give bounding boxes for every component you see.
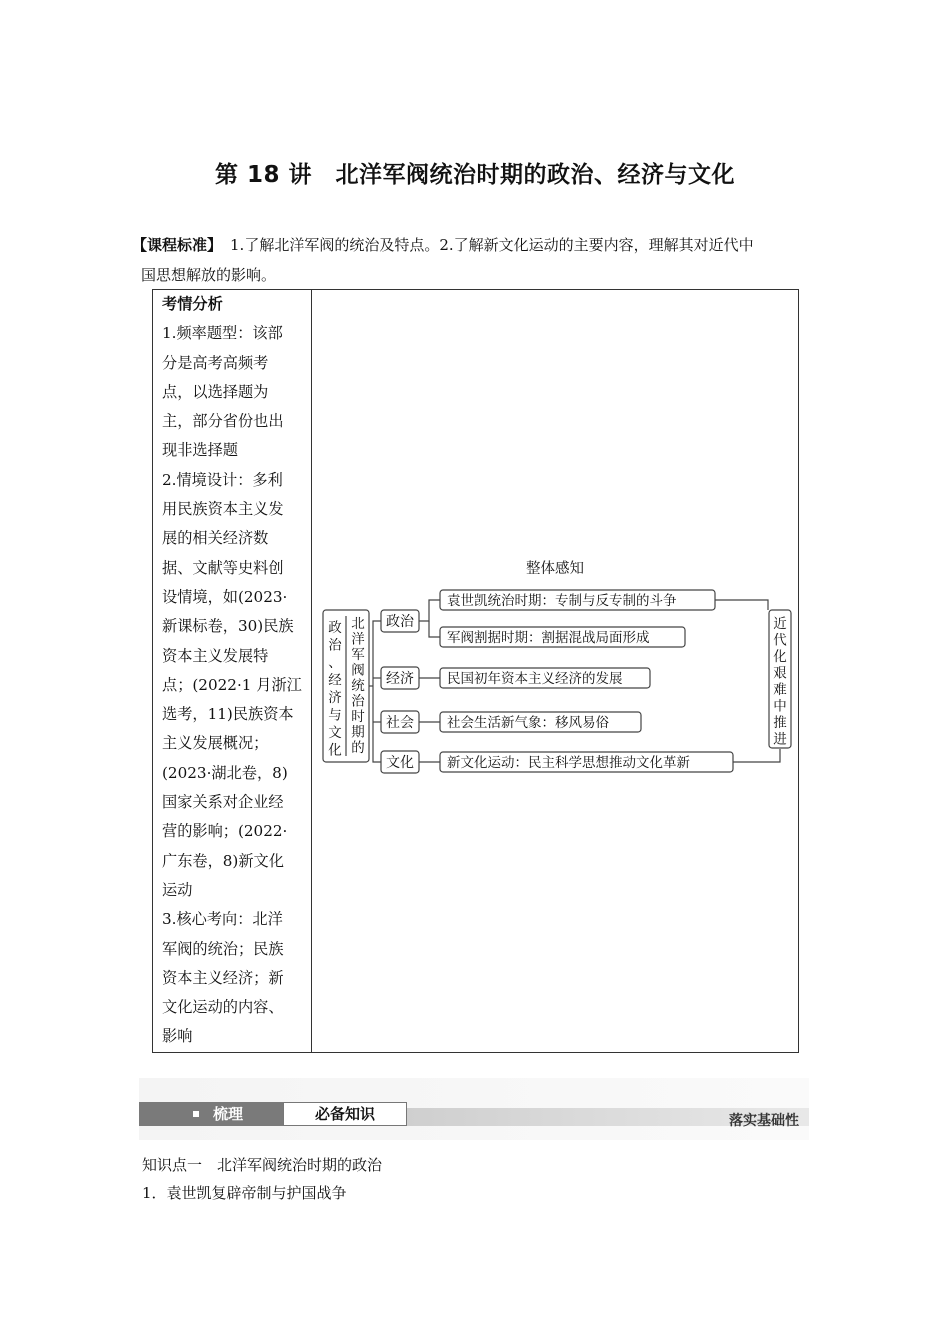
section-tab-review-label: 梳理	[213, 1105, 244, 1123]
analysis-line: 3.核心考向：北洋	[162, 910, 283, 929]
section-bar	[139, 1102, 809, 1127]
root-left-char: 、	[328, 655, 342, 671]
item-2: 军阀割据时期：割据混战局面形成	[447, 630, 650, 646]
knowledge-point-heading: 知识点一 北洋军阀统治时期的政治	[142, 1156, 383, 1174]
section-tab-review	[139, 1102, 283, 1126]
root-right-char: 期	[351, 724, 365, 741]
conclusion-char: 近	[773, 616, 787, 632]
conclusion-char: 代	[773, 632, 787, 649]
root-right-char: 军	[351, 647, 365, 663]
analysis-line: 新课标卷，30)民族	[162, 617, 294, 636]
category-bracket	[373, 621, 381, 762]
item-5: 新文化运动：民主科学思想推动文化革新	[447, 755, 690, 771]
analysis-line: 分是高考高频考	[162, 353, 269, 372]
analysis-line: 文化运动的内容、	[162, 998, 284, 1017]
analysis-line: 营的影响；(2022·	[162, 822, 288, 841]
section-bar-right-label: 落实基础性	[729, 1113, 799, 1129]
analysis-line: 1.频率题型：该部	[162, 324, 283, 343]
analysis-line: (2023·湖北卷，8)	[162, 763, 288, 782]
root-right-char: 洋	[351, 631, 365, 648]
course-standard	[132, 230, 812, 290]
politics-branch-1	[419, 600, 440, 621]
conclusion-char: 艰	[773, 665, 787, 682]
list-item-1: 1．袁世凯复辟帝制与护国战争	[142, 1184, 347, 1202]
conclusion-top-link	[715, 600, 768, 610]
root-left-char: 化	[328, 742, 342, 759]
page-title: 第 18 讲 北洋军阀统治时期的政治、经济与文化	[214, 162, 736, 188]
category-society: 社会	[386, 715, 414, 731]
item-1: 袁世凯统治时期：专制与反专制的斗争	[447, 593, 677, 609]
square-bullet-icon	[193, 1111, 199, 1117]
analysis-line: 运动	[162, 880, 193, 899]
exam-analysis-heading: 考情分析	[162, 295, 223, 313]
conclusion-char: 进	[773, 731, 787, 748]
item-3: 民国初年资本主义经济的发展	[447, 671, 623, 687]
analysis-line: 点，以选择题为	[162, 382, 269, 401]
mindmap-heading: 整体感知	[526, 561, 584, 577]
analysis-line: 广东卷，8)新文化	[162, 851, 284, 870]
conclusion-char: 难	[773, 682, 787, 698]
analysis-line: 现非选择题	[162, 441, 238, 460]
analysis-line: 用民族资本主义发	[162, 500, 284, 519]
analysis-table	[152, 289, 799, 1053]
analysis-line: 资本主义经济；新	[162, 968, 284, 987]
analysis-line: 军阀的统治；民族	[162, 939, 284, 958]
conclusion-char: 化	[773, 649, 787, 665]
analysis-line: 资本主义发展特	[162, 646, 269, 665]
analysis-line: 选考，11)民族资本	[162, 705, 294, 724]
root-left-char: 经	[328, 672, 342, 689]
analysis-line: 2.情境设计：多利	[162, 470, 283, 489]
category-culture: 文化	[386, 755, 414, 771]
category-politics: 政治	[386, 614, 414, 630]
analysis-line: 主义发展概况；	[162, 734, 269, 753]
root-right-char: 阀	[351, 662, 365, 679]
root-left-char: 治	[328, 637, 342, 654]
conclusion-bottom-link	[733, 749, 780, 762]
analysis-line: 影响	[162, 1027, 193, 1046]
root-right-char: 时	[351, 709, 365, 725]
section-tab-knowledge: 必备知识	[283, 1102, 407, 1126]
root-left-char: 济	[328, 690, 342, 706]
analysis-line: 点；(2022·1 月浙江	[162, 675, 302, 694]
root-right-char: 的	[351, 740, 365, 756]
root-left-char: 与	[328, 707, 342, 724]
standard-line-1: 1.了解北洋军阀的统治及特点。2.了解新文化运动的主要内容，理解其对近代中	[230, 236, 754, 254]
conclusion-char: 推	[773, 715, 787, 731]
standard-line-2: 国思想解放的影响。	[141, 266, 277, 284]
root-right-char: 北	[351, 616, 365, 632]
analysis-line: 国家关系对企业经	[162, 793, 284, 812]
standard-tag: 【课程标准】	[132, 236, 223, 254]
conclusion-char: 中	[773, 698, 787, 715]
politics-branch-2	[429, 621, 440, 637]
analysis-line: 主，部分省份也出	[162, 412, 284, 431]
root-right-char: 治	[351, 693, 365, 710]
root-right-char: 统	[351, 678, 365, 694]
item-4: 社会生活新气象：移风易俗	[447, 715, 609, 731]
analysis-line: 展的相关经济数	[162, 529, 269, 548]
analysis-line: 设情境，如(2023·	[162, 587, 288, 606]
category-economy: 经济	[386, 671, 414, 687]
root-left-char: 文	[328, 725, 342, 741]
root-left-char: 政	[328, 620, 342, 636]
mindmap-diagram	[153, 290, 798, 1052]
analysis-line: 据、文献等史料创	[162, 558, 284, 577]
